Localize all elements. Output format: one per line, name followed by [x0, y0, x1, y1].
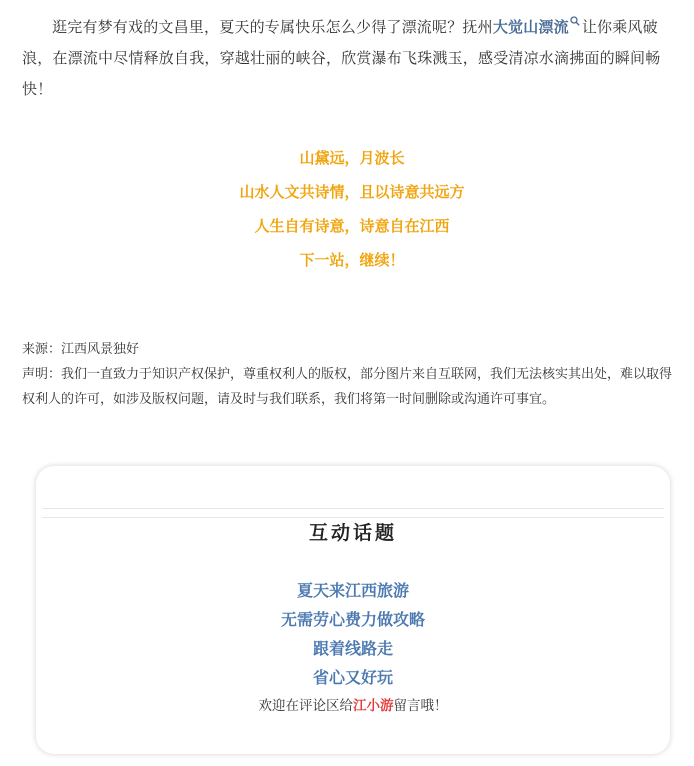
poem-line: 山水人文共诗情，且以诗意共远方	[239, 183, 465, 201]
poem-line: 人生自有诗意，诗意自在江西	[254, 217, 450, 235]
rafting-link[interactable]: 大觉山漂流	[492, 18, 569, 36]
interactive-topic-card	[36, 466, 670, 754]
intro-text-after: 让你乘风破浪，在漂流中尽情释放自我，穿越壮丽的峡谷，欣赏瀑布飞珠溅玉，感受清凉水滴拂面的瞬间畅快！	[22, 18, 661, 98]
topic-list	[36, 576, 670, 718]
poem-block	[22, 141, 682, 277]
topic-line: 跟着线路走	[312, 639, 393, 658]
notes-block	[22, 337, 682, 412]
topic-line: 无需劳心费力做攻略	[280, 610, 425, 629]
topic-line: 夏天来江西旅游	[296, 581, 409, 600]
invite-text-before: 欢迎在评论区给	[258, 698, 353, 714]
intro-text-before: 逛完有梦有戏的文昌里，夏天的专属快乐怎么少得了漂流呢？抚州	[52, 18, 493, 36]
brand-name: 江小游	[353, 698, 394, 714]
card-title: 互动话题	[308, 522, 397, 544]
search-icon[interactable]	[570, 16, 580, 26]
intro-paragraph	[22, 12, 682, 105]
source-text: 来源：江西风景独好	[22, 342, 140, 357]
topic-line: 省心又好玩	[312, 668, 393, 687]
poem-line: 山黛远，月波长	[299, 149, 405, 167]
comment-invite	[36, 694, 670, 718]
copyright-statement: 声明：我们一直致力于知识产权保护，尊重权利人的版权，部分图片来自互联网，我们无法核实其出处，难以取得权利人的许可，如涉及版权问题，请及时与我们联系，我们将第一时间删除或沟通许可事宜。	[22, 367, 673, 407]
invite-text-after: 留言哦！	[393, 698, 448, 714]
poem-line: 下一站，继续！	[299, 251, 405, 269]
divider	[42, 508, 664, 509]
article-body	[22, 12, 682, 412]
